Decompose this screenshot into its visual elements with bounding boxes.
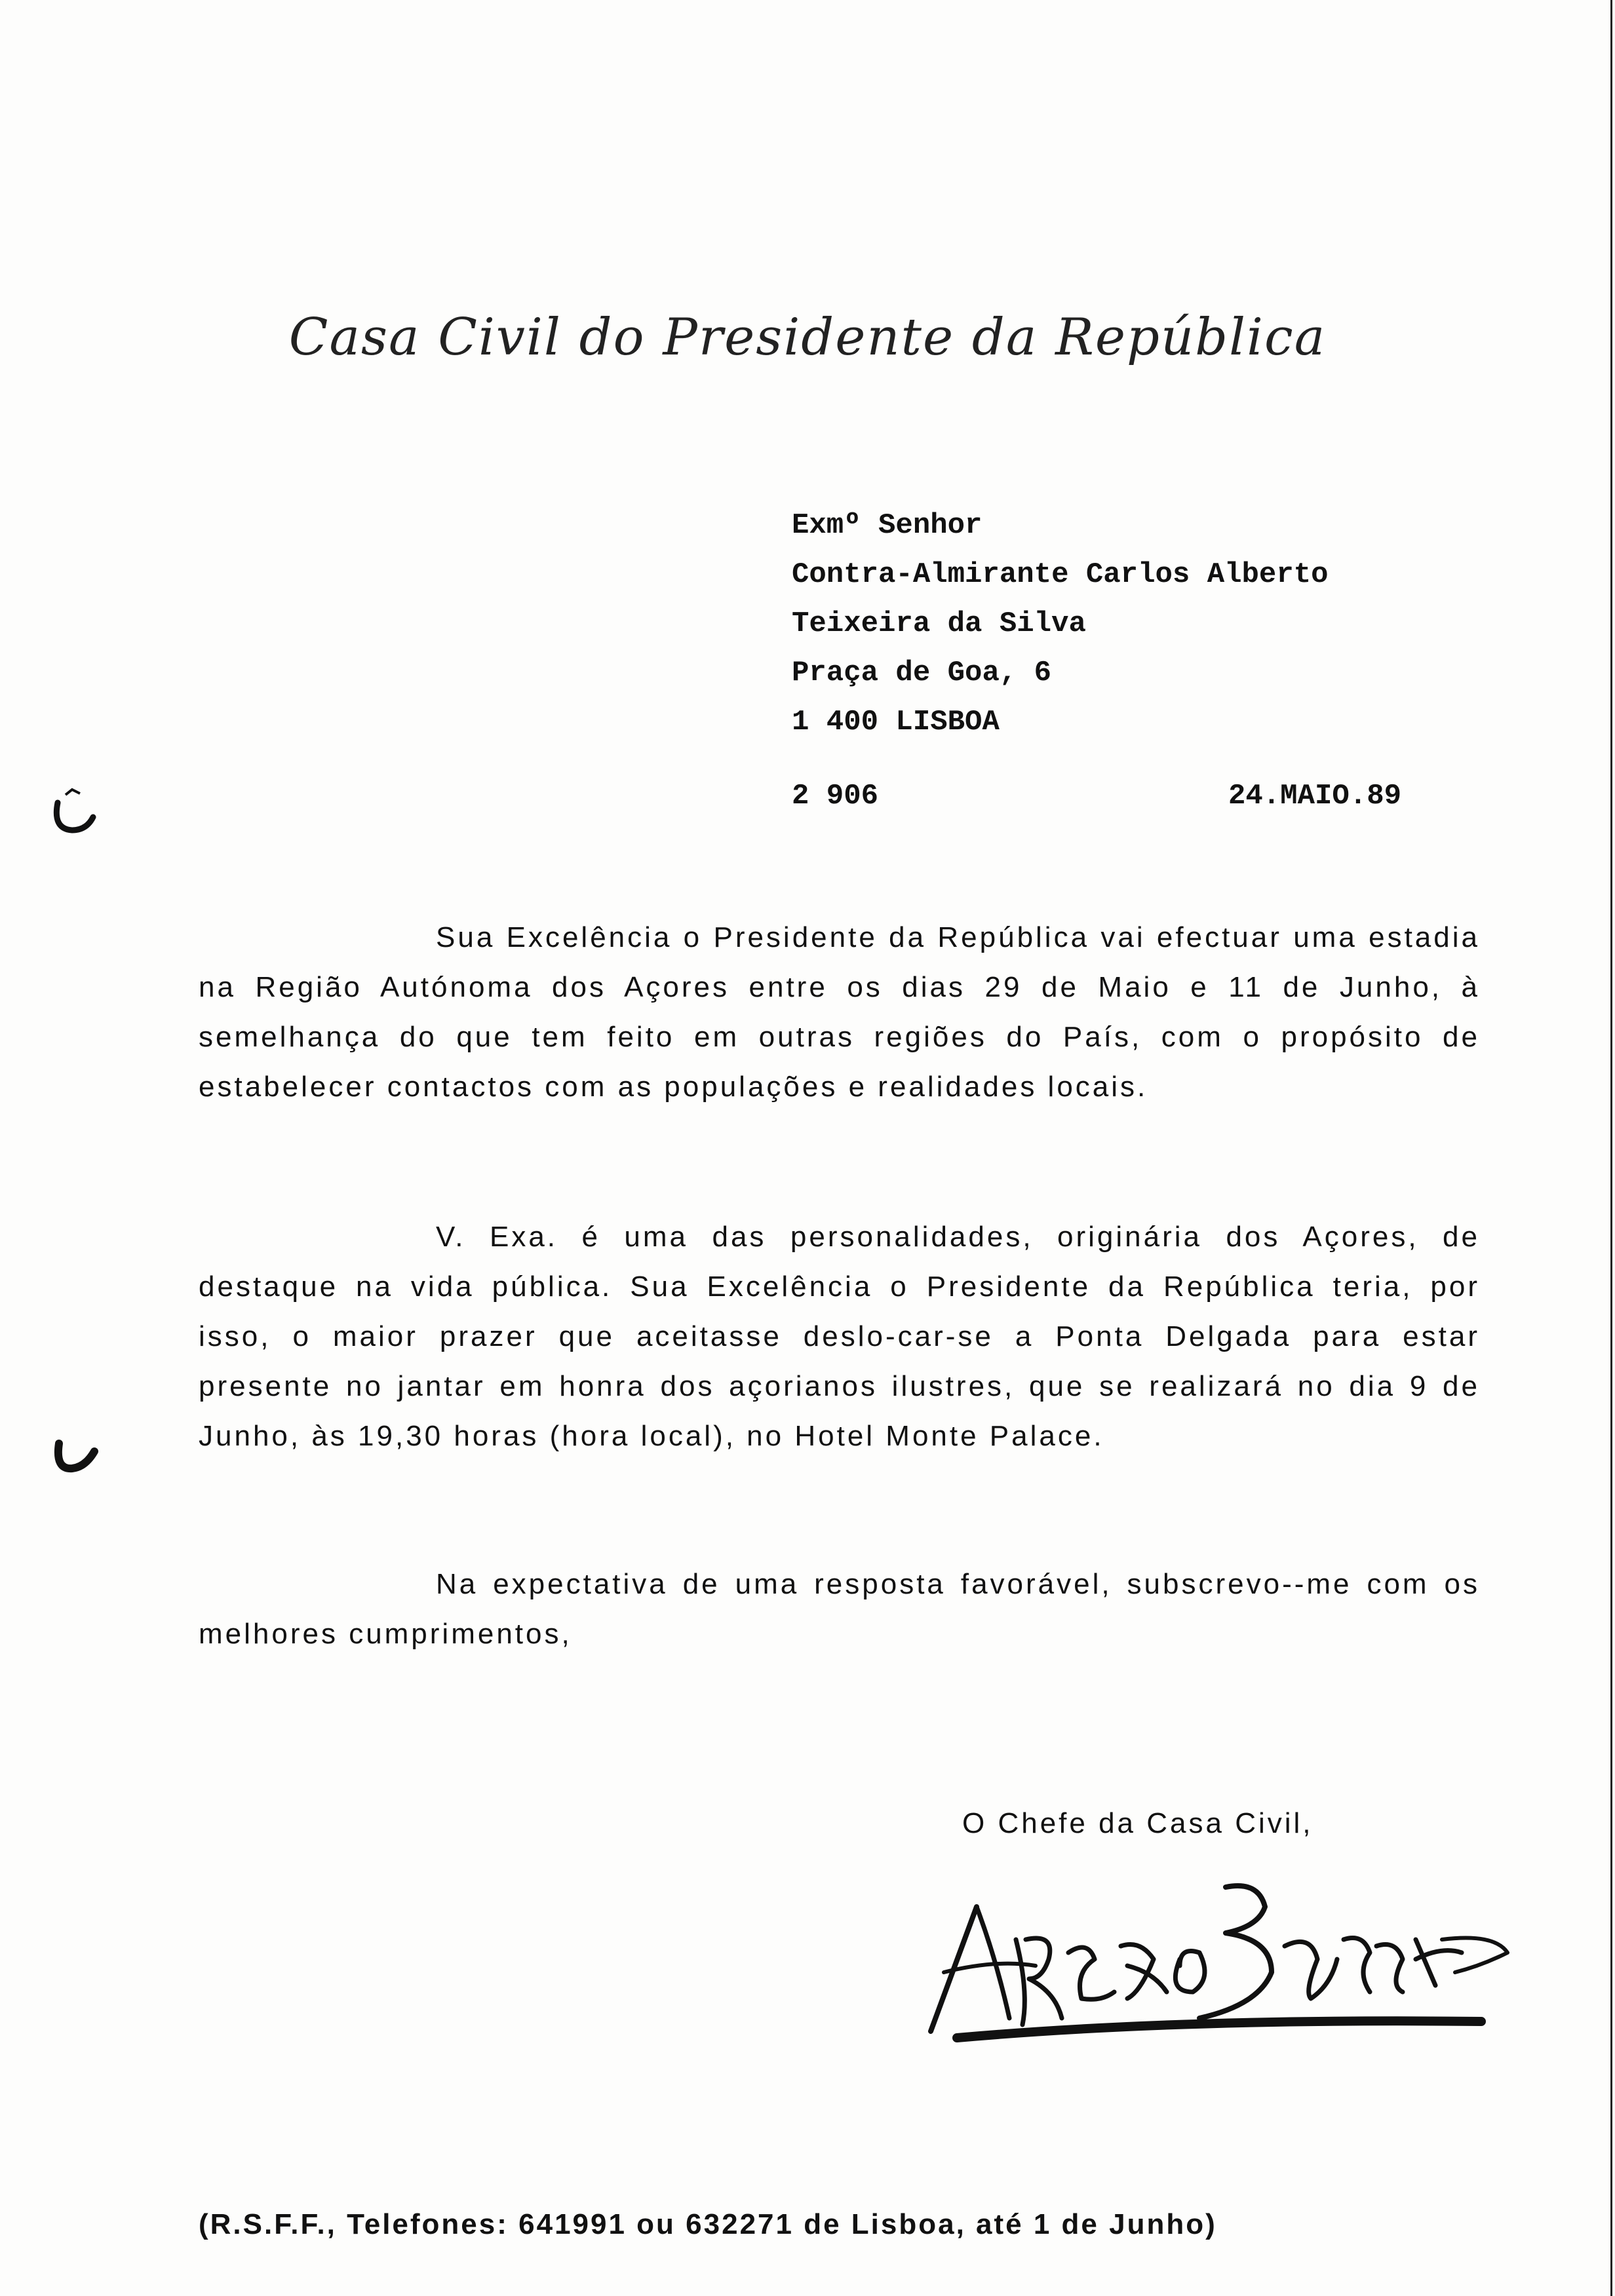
punch-hole-mark-top <box>46 783 105 842</box>
handwritten-signature <box>918 1861 1527 2071</box>
recipient-name-line-2: Teixeira da Silva <box>792 607 1086 640</box>
body-paragraph-1 <box>199 913 1480 1112</box>
recipient-street: Praça de Goa, 6 <box>792 657 1052 689</box>
paragraph-text: Na expectativa de uma resposta favorável, subscrevo--me com os melhores cumprimentos, <box>199 1568 1480 1650</box>
footer-note: (R.S.F.F., Telefones: 641991 ou 632271 de Lisboa, até 1 de Junho) <box>199 2208 1217 2240</box>
recipient-salutation: Exmº Senhor <box>792 509 983 542</box>
recipient-name-line-1: Contra-Almirante Carlos Alberto <box>792 558 1329 591</box>
body-paragraph-2 <box>199 1212 1480 1461</box>
letter-date: 24.MAIO.89 <box>1228 780 1401 813</box>
recipient-address <box>792 501 1329 747</box>
body-paragraph-3 <box>199 1559 1480 1659</box>
reference-number: 2 906 <box>792 780 879 813</box>
paragraph-text: V. Exa. é uma das personalidades, originária dos Açores, de destaque na vida pública. Sua Excelência o Presidente da República teria, por isso, o maior prazer que aceitasse deslo-car-se a Ponta Delgada para estar presente no jantar em honra dos açorianos ilustres, que se realizará no dia 9 de Junho, às 19,30 horas (hora local), no Hotel Monte Palace. <box>199 1221 1480 1452</box>
paragraph-text: Sua Excelência o Presidente da República vai efectuar uma estadia na Região Autónoma dos Açores entre os dias 29 de Maio e 11 de Junho, à semelhança do que tem feito em outras regiões do País, com o propósito de estabelecer contactos com as populações e realidades locais. <box>199 921 1480 1103</box>
closing-title: O Chefe da Casa Civil, <box>962 1807 1313 1839</box>
recipient-city: 1 400 LISBOA <box>792 706 1000 738</box>
letterhead: Casa Civil do Presidente da República <box>288 308 1327 367</box>
punch-hole-mark-bottom <box>46 1425 105 1484</box>
